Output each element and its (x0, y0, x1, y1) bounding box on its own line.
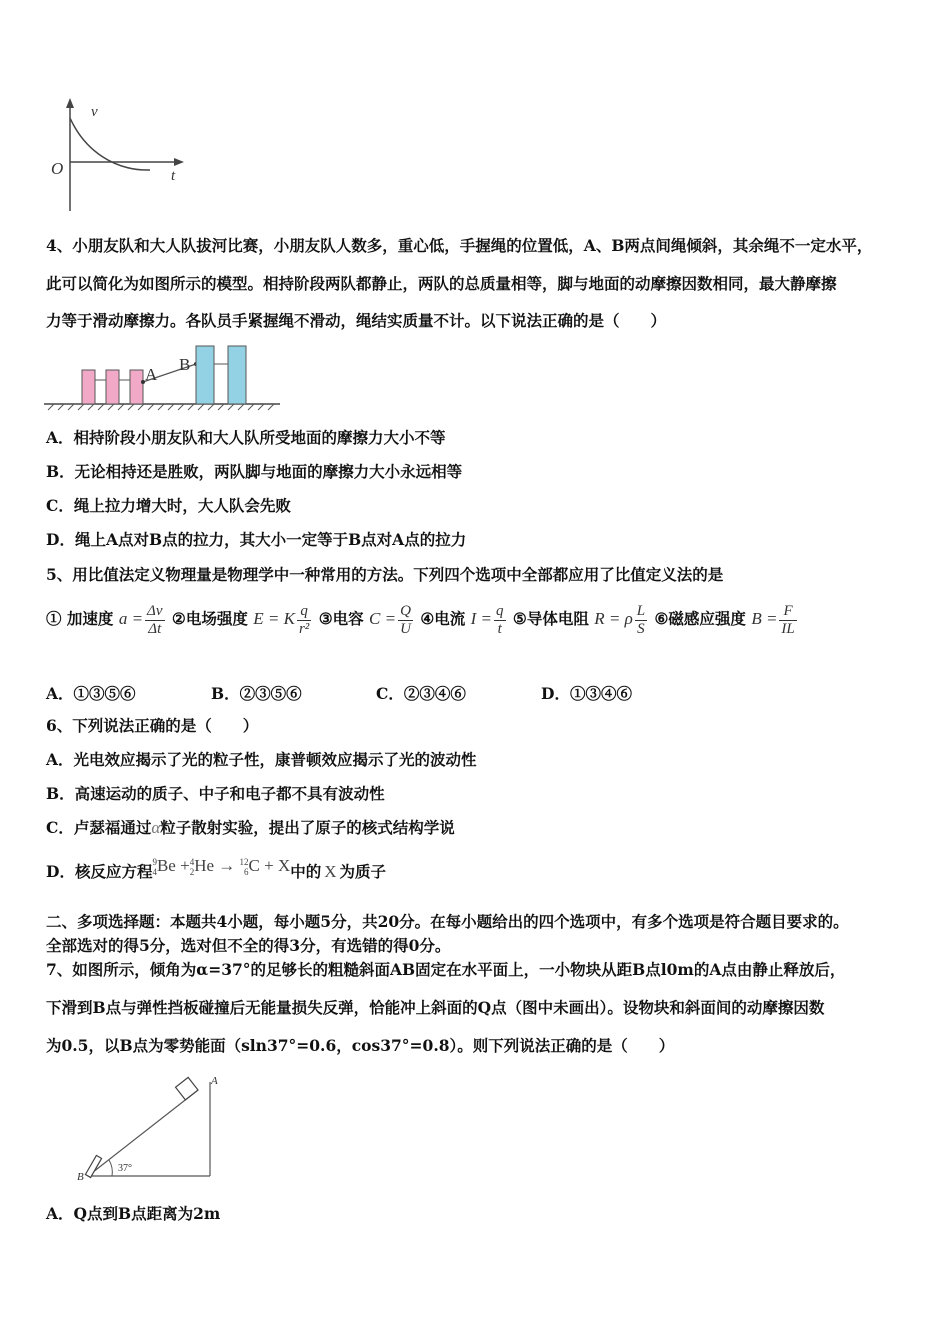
q5-f5-lhs: R = ρ (594, 609, 633, 628)
q5-f6-lhs: B = (751, 609, 778, 628)
q5-f1-fraction: $\frac{\Delta v}{\Delta t}$ (147, 602, 163, 637)
q5-item-1: ① 加速度 (46, 609, 114, 628)
q6-option-a: A．光电效应揭示了光的粒子性，康普顿效应揭示了光的波动性 (46, 750, 477, 769)
point-b-label: B (77, 1171, 84, 1183)
q5-f5-fraction: $\frac{L}{S}$ (636, 602, 646, 637)
q5-item-5: ⑤导体电阻 (512, 609, 589, 628)
q5-item-4: ④电流 (420, 609, 466, 628)
q6-option-d: D．核反应方程 9 4 Be + 4 2 He → 12 6 C + X中的 X 为质子 (46, 856, 387, 881)
q6-stem: 6、下列说法正确的是（ ） (46, 716, 259, 735)
q4-option-c: C．绳上拉力增大时，大人队会先败 (46, 496, 291, 515)
q4-stem-line2: 此可以简化为如图所示的模型。相持阶段两队都静止，两队的总质量相等，脚与地面的动摩擦因数相同，最大静摩擦 (46, 274, 837, 293)
q4-stem-line1: 4、小朋友队和大人队拔河比赛，小朋友队人数多，重心低，手握绳的位置低，A、B两点间绳倾斜，其余绳不一定水平， (46, 236, 873, 255)
q6-option-b: B．高速运动的质子、中子和电子都不具有波动性 (46, 784, 385, 803)
q5-f3-lhs: C = (369, 609, 397, 628)
q5-f4-lhs: I = (470, 609, 493, 628)
point-b-label: B (179, 355, 191, 374)
q5-f3-fraction: $\frac{Q}{U}$ (400, 602, 411, 637)
q7-stem-line1: 7、如图所示，倾角为α=37°的足够长的粗糙斜面AB固定在水平面上，一小物块从距B点l0m的A点由静止释放后， (46, 960, 846, 979)
q5-formula-row (46, 597, 799, 641)
angle-label: 37° (118, 1163, 132, 1174)
q5-option-c: C．②③④⑥ (376, 684, 466, 703)
q7-option-a: A．Q点到B点距离为2m (46, 1204, 221, 1223)
q5-f1-lhs: a = (118, 609, 144, 628)
q7-stem-line3: 为0.5，以B点为零势能面（sln37°=0.6，cos37°=0.8）。则下列说法正确的是（ ） (46, 1036, 675, 1055)
q4-option-a: A．相持阶段小朋友队和大人队所受地面的摩擦力大小不等 (46, 428, 446, 447)
incline-figure (74, 1068, 224, 1184)
velocity-time-graph (45, 96, 190, 216)
q6-option-c: C．卢瑟福通过α粒子散射实验，提出了原子的核式结构学说 (46, 818, 455, 837)
section2-line2: 全部选对的得5分，选对但不全的得3分，有选错的得0分。 (46, 936, 451, 955)
q4-option-d: D．绳上A点对B点的拉力，其大小一定等于B点对A点的拉力 (46, 530, 467, 549)
q5-option-a: A．①③⑤⑥ (46, 684, 136, 703)
tug-of-war-figure (44, 340, 284, 412)
x-symbol: X (324, 862, 337, 881)
q5-item-6: ⑥磁感应强度 (654, 609, 746, 628)
v-axis-label: v (91, 104, 98, 120)
q5-f4-fraction: $\frac{q}{t}$ (496, 602, 504, 637)
q5-item-3: ③电容 (318, 609, 364, 628)
q5-option-d: D．①③④⑥ (541, 684, 632, 703)
origin-label: O (51, 159, 64, 178)
q7-stem-line2: 下滑到B点与弹性挡板碰撞后无能量损失反弹，恰能冲上斜面的Q点（图中未画出）。设物块和斜面间的动摩擦因数 (46, 998, 825, 1017)
nuclear-equation: 9 4 Be + 4 2 He → 12 6 C + X (152, 856, 291, 878)
q5-f6-fraction: $\frac{F}{IL}$ (781, 602, 795, 637)
q4-option-b: B．无论相持还是胜败，两队脚与地面的摩擦力大小永远相等 (46, 462, 463, 481)
alpha-symbol: α (151, 818, 161, 837)
q5-f2-lhs: E = K (253, 609, 295, 628)
q5-f2-fraction: $\frac{q}{\text{r²}}$ (298, 602, 310, 637)
section2-line1: 二、多项选择题：本题共4小题，每小题5分，共20分。在每小题给出的四个选项中，有多个选项是符合题目要求的。 (46, 912, 849, 931)
t-axis-label: t (171, 168, 176, 184)
point-a-label: A (145, 365, 158, 384)
q5-stem: 5、用比值法定义物理量是物理学中一种常用的方法。下列四个选项中全部都应用了比值定义法的是 (46, 565, 724, 584)
q4-stem-line3: 力等于滑动摩擦力。各队员手紧握绳不滑动，绳结实质量不计。以下说法正确的是（ ） (46, 311, 667, 330)
q5-item-2: ②电场强度 (171, 609, 248, 628)
q5-option-b: B．②③⑤⑥ (211, 684, 302, 703)
point-a-label: A (211, 1075, 218, 1087)
